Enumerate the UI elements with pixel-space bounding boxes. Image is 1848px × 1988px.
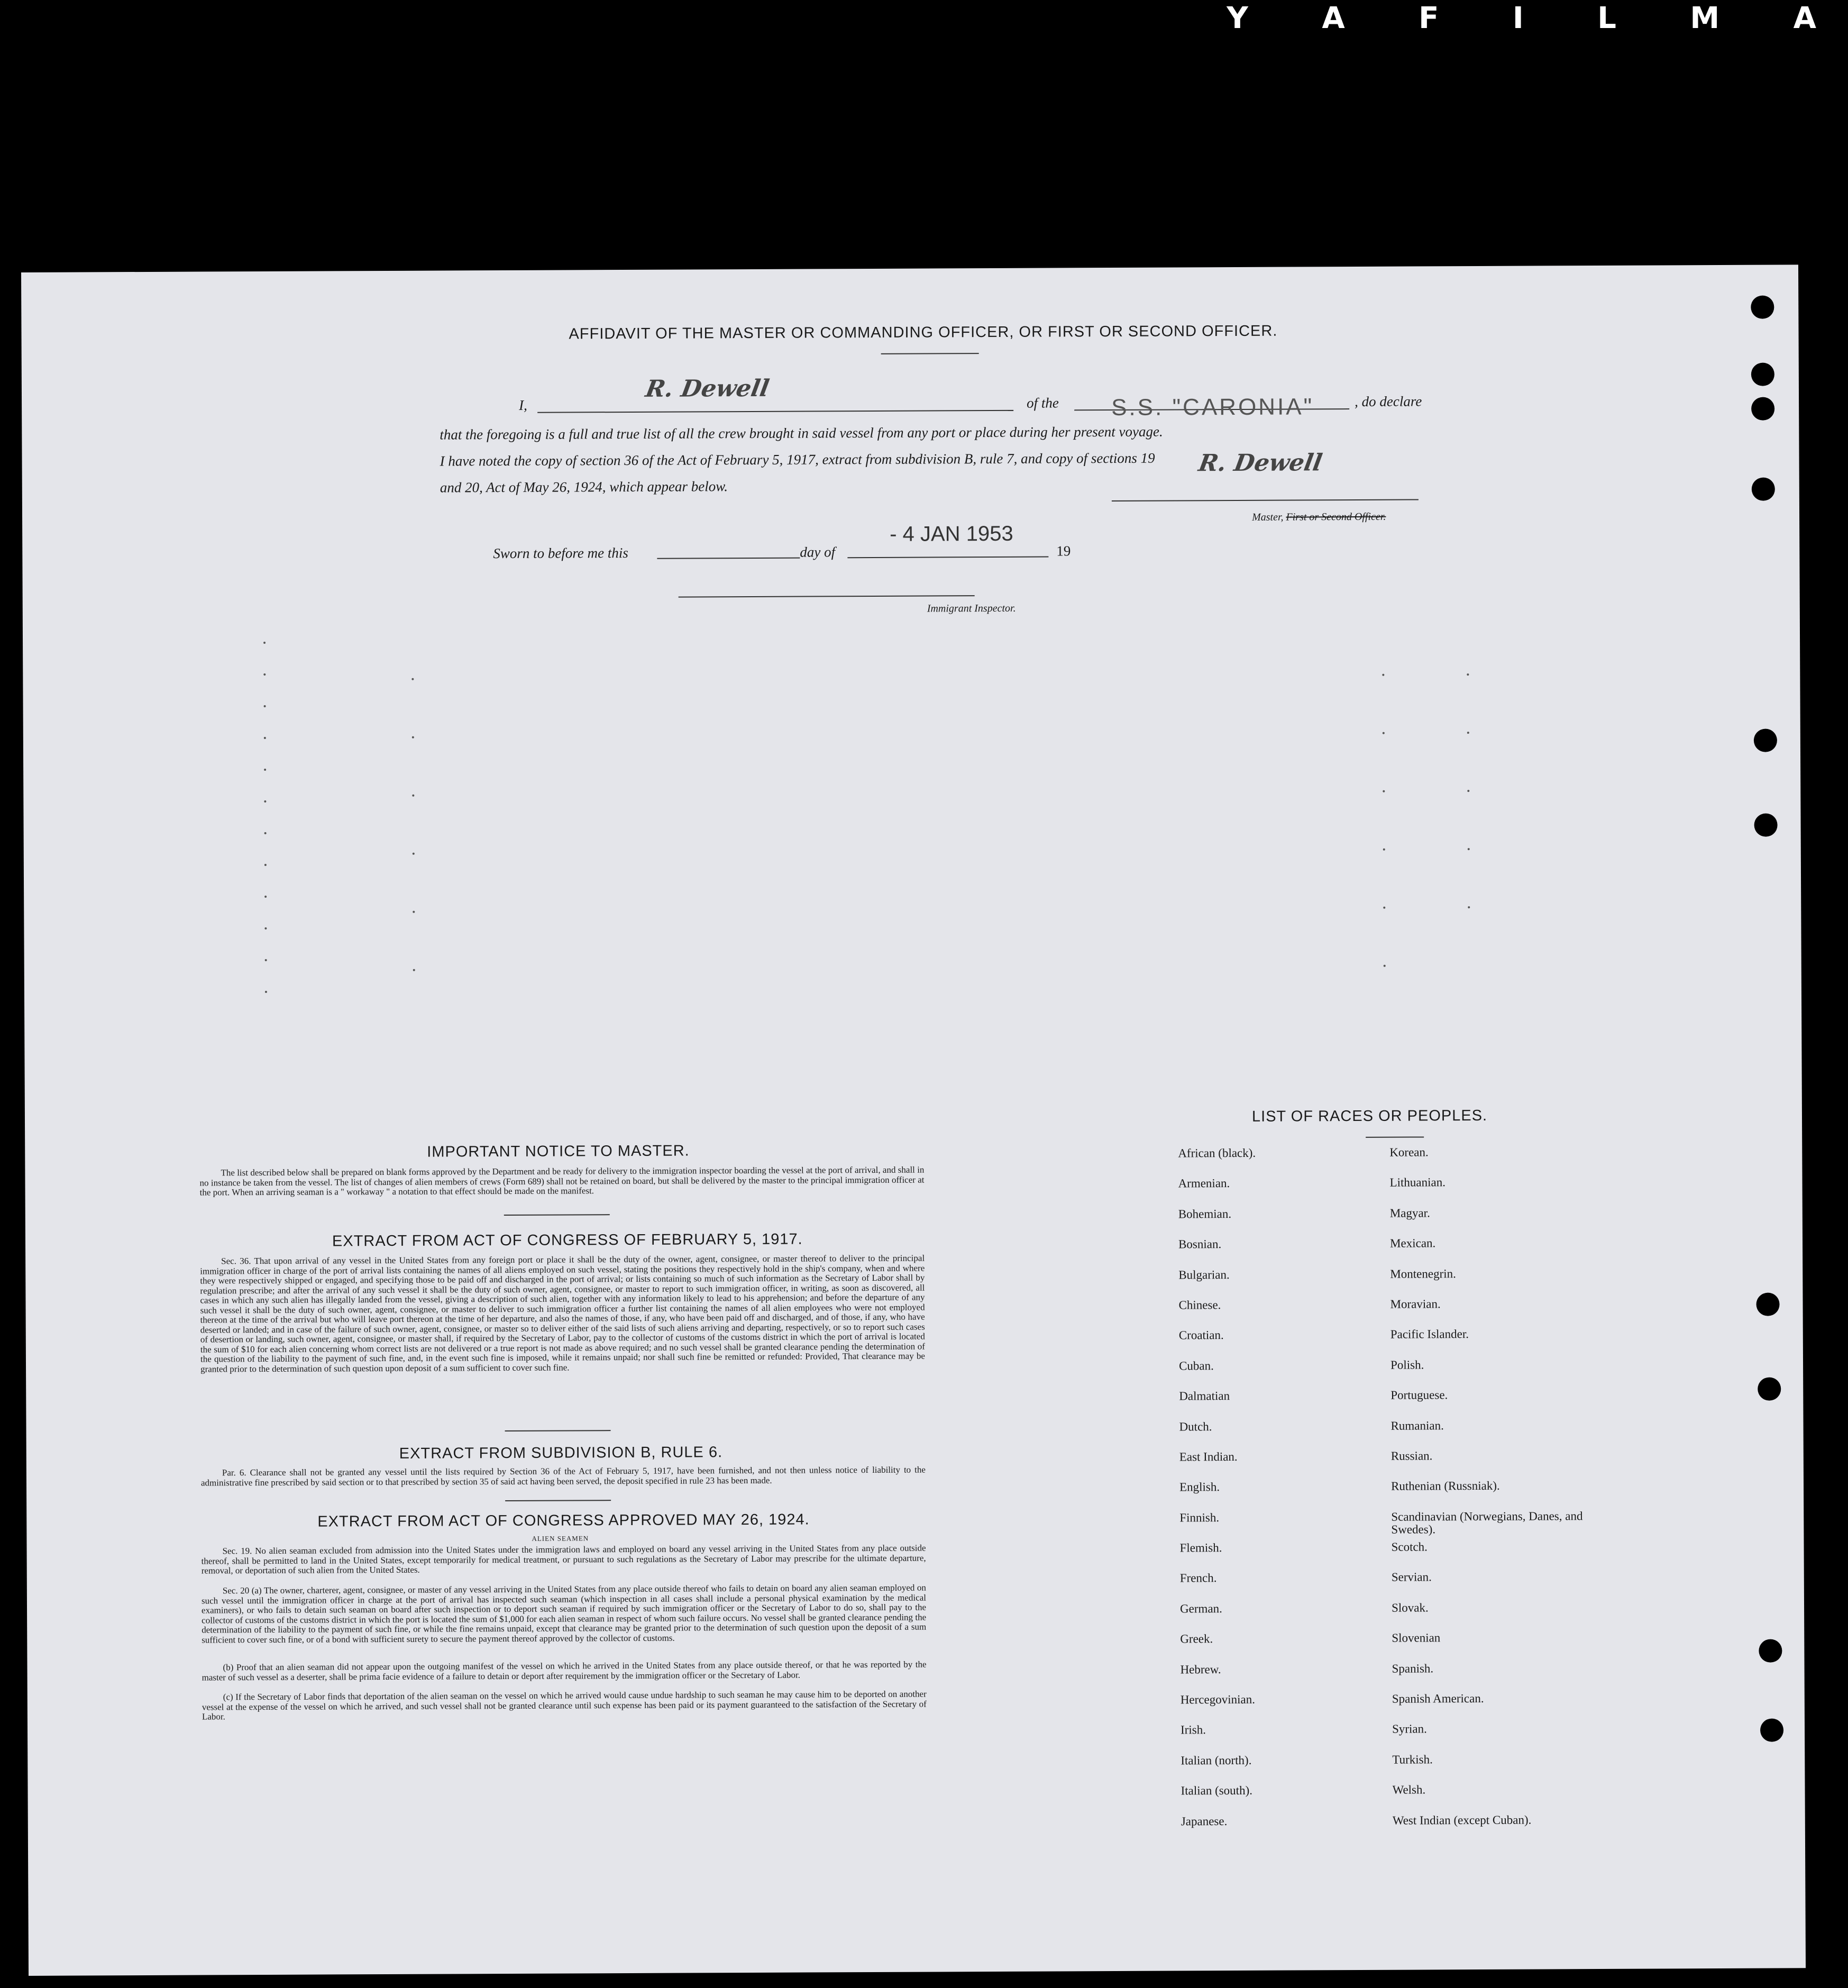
race-list-item: African (black). (1178, 1146, 1256, 1160)
year-label: 19 (1056, 543, 1071, 559)
dot (264, 927, 267, 929)
name-line (537, 410, 1013, 413)
manifest-sheet (21, 265, 1806, 1976)
master-signature-2: R. Dewell (1196, 449, 1324, 477)
punch-hole (1758, 1378, 1781, 1401)
races-right-column (1389, 1145, 1615, 1845)
dot (1382, 674, 1384, 676)
dot (1467, 673, 1469, 676)
officer-struck-text: First or Second Officer. (1286, 510, 1386, 523)
race-list-item: French. (1179, 1571, 1217, 1585)
dot (1383, 849, 1385, 851)
race-list-item: Pacific Islander. (1390, 1327, 1469, 1342)
dot (264, 832, 267, 834)
dot (1384, 965, 1386, 967)
declaration-line-1: that the foregoing is a full and true list of all the crew brought in said vessel from any port or place during her present voyage. (440, 423, 1163, 443)
punch-hole (1752, 478, 1775, 501)
master-label: Master, (1251, 511, 1284, 523)
divider (505, 1430, 611, 1431)
race-list-item: Servian. (1391, 1570, 1432, 1584)
race-list-item: Irish. (1180, 1723, 1206, 1737)
race-list-item: Portuguese. (1390, 1388, 1448, 1402)
date-stamp: - 4 JAN 1953 (890, 522, 1013, 546)
race-list-item: Bohemian. (1178, 1207, 1232, 1221)
dot (264, 800, 266, 803)
alien-seamen-subtitle: ALIEN SEAMEN (532, 1534, 589, 1543)
extract-1924-sec20b: (b) Proof that an alien seaman did not appear upon the outgoing manifest of the vessel on which he arrived in the United States from any place outside thereof, or that he was reported by the master of such vessel as a deserter, shall be prima facie evidence of a failure to detain or deport after requirement by the immigration officer or the Secretary of Labor. (202, 1659, 927, 1683)
divider (504, 1214, 610, 1216)
dot (264, 896, 267, 898)
punch-hole (1751, 363, 1774, 386)
divider (505, 1500, 611, 1501)
race-list-item: Japanese. (1181, 1814, 1228, 1828)
dot (1383, 732, 1385, 734)
of-the-label: of the (1027, 395, 1059, 411)
race-list-item: Polish. (1390, 1358, 1424, 1372)
extract-1917-body: Sec. 36. That upon arrival of any vessel in the United States from any foreign port or place it shall be the duty of the owner, agent, consignee, or master thereof to deliver to the principal immigration officer in charge of the port of arrival lists containing the names of all aliens employed on such vessel, stating the positions they respectively hold in the ship's company, when and where they were respectively shipped or engaged, and specifying those to be paid off and discharged in the port of arrival; or lists containing so much of such information as the Secretary of Labor shall by regulation prescribe; and after the arrival of any such vessel it shall be the duty of such owner, agent, consignee, or master to report to such immigration officer, in writing, as soon as discovered, all cases in which any such alien has illegally landed from the vessel, giving a description of such alien, together with any information likely to lead to his apprehension; and before the departure of any such vessel it shall be the duty of such owner, agent, consignee, or master to deliver to such immigration officer a further list containing the names of all alien employees who were not employed thereon at the time of the arrival but who will leave port thereon at the time of her departure, and also the names of those, if any, who have been paid off and discharged, and of those, if any, who have deserted or landed; and in case of the failure of such owner, agent, consignee, or master so to deliver either of the said lists of such aliens arriving and departing, respectively, or so to report such cases of desertion or landing, such owner, agent, consignee, or master shall, if required by the Secretary of Labor, pay to the collector of customs of the customs district in which the port of arrival is located the sum of $10 for each alien concerning whom correct lists are not delivered or a true report is not made as above required; and no such vessel shall be granted clearance pending the determination of the question of the liability to the payment of such fine, and, in the event such fine is imposed, while it remains unpaid; nor shall such fine be remitted or refunded: Provided, That clearance may be granted prior to the determination of such question upon deposit of a sum sufficient to cover such fine. (200, 1253, 925, 1374)
inspector-label: Immigrant Inspector. (927, 602, 1016, 615)
race-list-item: Italian (south). (1181, 1784, 1253, 1798)
race-list-item: German. (1179, 1601, 1222, 1616)
punch-hole (1759, 1639, 1782, 1662)
race-list-item: Lithuanian. (1389, 1175, 1446, 1190)
dot (1468, 906, 1470, 908)
extract-1924-sec20c: (c) If the Secretary of Labor finds that deportation of the alien seaman on the vessel on which he arrived would cause undue hardship to such seaman he may cause him to be deported on another vessel at the expense of the vessel on which he arrived, and such vessel shall not be granted clearance until such expense has been paid or its payment guaranteed to the satisfaction of the Secretary of Labor. (202, 1689, 927, 1722)
notice-title: IMPORTANT NOTICE TO MASTER. (427, 1142, 690, 1161)
dot (264, 769, 266, 771)
race-list-item: Moravian. (1390, 1297, 1441, 1311)
inspector-line (679, 595, 975, 597)
master-title (1252, 511, 1386, 524)
dot (1467, 732, 1469, 734)
race-list-item: Chinese. (1178, 1298, 1221, 1312)
race-list-item: Italian (north). (1181, 1753, 1252, 1767)
dot (1383, 790, 1385, 792)
extract-1924-sec20a: Sec. 20 (a) The owner, charterer, agent, consignee, or master of any vessel arriving in the United States from any place outside thereof who fails to detain on board any alien seaman employed on such vessel until the immigration officer in charge at the port of arrival has inspected such seaman (which inspection in all cases shall include a personal physical examination by the medical examiners), or who fails to detain such seaman on board after such inspection or to deport such seaman if required by such immigration officer or the Secretary of Labor to do so, shall pay to the collector of customs of the customs district in which the port is located the sum of $1,000 for each alien seaman in respect of whom such failure occurs. No vessel shall be granted clearance pending the determination of the liability to the payment of such fine, or while the fine remains unpaid, except that clearance may be granted prior to the determination of such question upon the deposit of a sum sufficient to cover such fine, or of a bond with sufficient surety to secure the payment thereof approved by the collector of customs. (201, 1582, 927, 1645)
race-list-item: Cuban. (1178, 1358, 1214, 1373)
race-list-item: Korean. (1389, 1145, 1429, 1159)
do-declare-label: , do declare (1355, 393, 1422, 410)
race-list-item: Ruthenian (Russniak). (1390, 1479, 1500, 1493)
master-signature: R. Dewell (643, 375, 772, 403)
races-title: LIST OF RACES OR PEOPLES. (1251, 1107, 1488, 1125)
extract-1924-title: EXTRACT FROM ACT OF CONGRESS APPROVED MAY 26, 1924. (317, 1511, 810, 1530)
race-list-item: East Indian. (1179, 1449, 1238, 1464)
i-label: I, (519, 397, 527, 413)
race-list-item: West Indian (except Cuban). (1392, 1813, 1532, 1827)
day-line (657, 558, 800, 559)
vessel-name-stamp: S.S. "CARONIA" (1111, 394, 1314, 421)
dot (411, 678, 414, 680)
extract-1917-title: EXTRACT FROM ACT OF CONGRESS OF FEBRUARY 5, 1917. (332, 1230, 803, 1250)
dot (264, 737, 266, 739)
dot (1467, 790, 1469, 792)
day-of-label: day of (800, 544, 836, 560)
punch-hole (1751, 397, 1774, 421)
subdivision-body: Par. 6. Clearance shall not be granted any vessel until the lists required by Section 36 of the Act of February 5, 1917, have been furnished, and not then unless notice of liability to the administrative fine prescribed by said section or to that prescribed by section 35 of said act having been served, the deposit specified in rule 23 has been made. (200, 1464, 926, 1488)
dot (264, 864, 267, 866)
film-frame-code: Y A F I L M A (1227, 1, 1848, 35)
dot (265, 959, 267, 961)
race-list-item: Dalmatian (1179, 1389, 1230, 1403)
subdivision-title: EXTRACT FROM SUBDIVISION B, RULE 6. (399, 1444, 723, 1462)
race-list-item: Bosnian. (1178, 1237, 1222, 1251)
extract-1924-sec19: Sec. 19. No alien seaman excluded from admission into the United States under the immigration laws and employed on board any vessel arriving in the United States from any place outside thereof, shall be permitted to land in the United States, except temporarily for medical treatment, or pursuant to such regulations as the Secretary of Labor may prescribe for the ultimate departure, removal, or deportation of such alien from the United States. (201, 1543, 926, 1576)
race-list-item: Syrian. (1392, 1722, 1427, 1736)
dot (413, 853, 415, 855)
divider (881, 353, 979, 354)
punch-hole (1756, 1293, 1779, 1316)
affidavit-title: AFFIDAVIT OF THE MASTER OR COMMANDING OFFICER, OR FIRST OR SECOND OFFICER. (569, 322, 1278, 343)
punch-hole (1754, 814, 1777, 837)
declaration-line-3: and 20, Act of May 26, 1924, which appear below. (440, 478, 728, 496)
sworn-label: Sworn to before me this (493, 544, 628, 562)
race-list-item: Turkish. (1392, 1753, 1433, 1766)
race-list-item: Magyar. (1389, 1206, 1430, 1220)
dot (412, 736, 414, 738)
race-list-item: Hercegovinian. (1180, 1692, 1255, 1707)
race-list-item: Slovak. (1391, 1601, 1429, 1615)
notice-body: The list described below shall be prepared on blank forms approved by the Department and be ready for delivery to the immigration inspector boarding the vessel at the port of arrival, and shall in no instance be taken from the vessel. The list of changes of alien members of crews (Form 689) shall not be retained on board, but shall be delivered by the master to the principal immigration officer at the port. When an arriving seaman is a " workaway " a notation to that effect should be made on the manifest. (199, 1164, 925, 1198)
signature-line (1112, 499, 1419, 501)
race-list-item: Croatian. (1178, 1328, 1224, 1342)
race-list-item: Bulgarian. (1178, 1267, 1230, 1282)
race-list-item: Russian. (1390, 1449, 1433, 1463)
punch-hole (1751, 296, 1774, 319)
race-list-item: Spanish American. (1392, 1691, 1484, 1706)
dot (413, 969, 415, 971)
race-list-item: Scotch. (1391, 1540, 1428, 1554)
race-list-item: Montenegrin. (1390, 1266, 1456, 1281)
race-list-item: Rumanian. (1390, 1418, 1444, 1433)
dot (264, 705, 266, 707)
race-list-item: Armenian. (1178, 1177, 1230, 1190)
divider (1366, 1136, 1424, 1137)
dot (265, 991, 267, 993)
race-list-item: Dutch. (1179, 1419, 1212, 1433)
month-line (847, 557, 1048, 559)
punch-hole (1754, 729, 1777, 752)
dot (1383, 907, 1385, 909)
races-left-column (1178, 1146, 1371, 1846)
dot (263, 673, 266, 676)
race-list-item: Spanish. (1392, 1662, 1434, 1675)
race-list-item: Hebrew. (1180, 1662, 1221, 1676)
dot (412, 795, 414, 797)
dot (1468, 848, 1470, 850)
race-list-item: Scandinavian (Norwegians, Danes, and Swedes). (1391, 1509, 1583, 1536)
punch-hole (1760, 1718, 1783, 1741)
race-list-item: Finnish. (1179, 1510, 1220, 1525)
race-list-item: Welsh. (1392, 1783, 1426, 1797)
race-list-item: Greek. (1180, 1632, 1213, 1646)
race-list-item: Mexican. (1389, 1236, 1436, 1250)
race-list-item: Flemish. (1179, 1541, 1222, 1555)
dot (413, 911, 415, 913)
dot (263, 642, 266, 644)
race-list-item: Slovenian (1392, 1631, 1441, 1645)
declaration-line-2: I have noted the copy of section 36 of the Act of February 5, 1917, extract from subdivision B, rule 7, and copy of sections 19 (440, 450, 1155, 469)
race-list-item: English. (1179, 1480, 1220, 1494)
